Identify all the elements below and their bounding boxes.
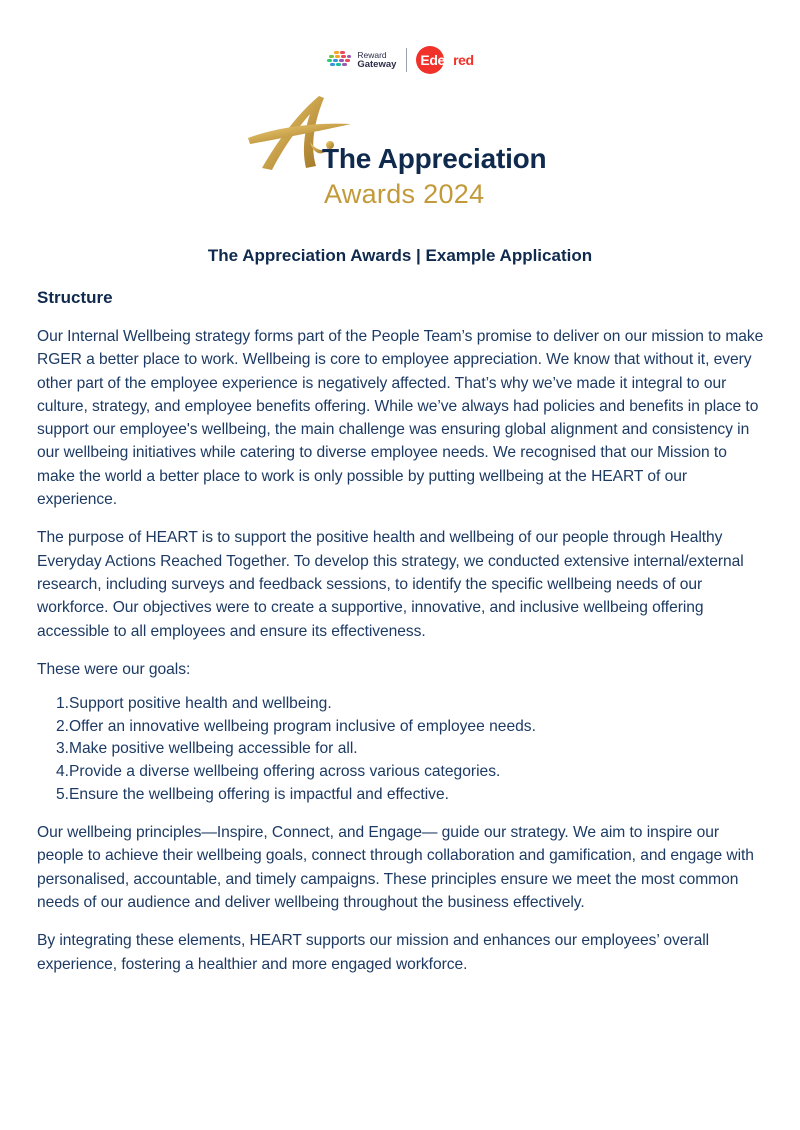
goals-list <box>37 693 765 806</box>
list-number: 1. <box>55 695 69 713</box>
edenred-wordmark-part1: Eden <box>420 52 454 68</box>
partner-logos <box>0 46 800 74</box>
paragraph-principles: Our wellbeing principles—Inspire, Connect, and Engage— guide our strategy. We aim to inspire our people to achieve their wellbeing goals, connect through collaboration and gamification, and engage with personalised, accountable, and timely campaigns. These principles ensure we meet the most common needs of our audience and deliver wellbeing throughout the business effectively. <box>37 824 754 912</box>
appreciation-awards-logo <box>244 92 564 212</box>
list-number: 5. <box>55 785 69 803</box>
award-subtitle: Awards 2024 <box>324 179 485 209</box>
list-text: Ensure the wellbeing offering is impactful and effective. <box>69 785 449 803</box>
paragraph-intro: Our Internal Wellbeing strategy forms part of the People Team’s promise to deliver on our mission to make RGER a better place to work. Wellbeing is core to employee appreciation. We know that without it, every other part of the employee experience is negatively affected. That’s why we’ve made it integral to our culture, strategy, and employee benefits offering. While we’ve always had policies and benefits in place to support our employee's wellbeing, the main challenge was ensuring global alignment and consistency in our wellbeing initiatives while catering to diverse employee needs. We recognised that our Mission to make the world a better place to work is only possible by putting wellbeing at the HEART of our experience. <box>37 328 764 509</box>
list-text: Support positive health and wellbeing. <box>69 695 332 713</box>
award-title: The Appreciation <box>322 143 547 174</box>
list-item <box>37 784 765 807</box>
list-text: Provide a diverse wellbeing offering across various categories. <box>69 762 501 780</box>
list-item <box>37 738 765 761</box>
section-heading: Structure <box>37 288 113 307</box>
reward-gateway-line1: Reward <box>357 50 387 60</box>
paragraph-goals-intro: These were our goals: <box>37 660 191 678</box>
edenred-wordmark-part2: red <box>453 52 474 68</box>
paragraph-conclusion: By integrating these elements, HEART supports our mission and enhances our employees’ overall experience, fostering a healthier and more engaged workforce. <box>37 932 710 973</box>
reward-gateway-wordmark <box>357 51 396 69</box>
document-content <box>37 286 765 991</box>
list-number: 3. <box>55 740 69 758</box>
document-title: The Appreciation Awards | Example Application <box>207 246 593 265</box>
edenred-wordmark <box>418 52 473 68</box>
logo-divider <box>406 48 407 72</box>
list-text: Offer an innovative wellbeing program inclusive of employee needs. <box>69 717 536 735</box>
list-text: Make positive wellbeing accessible for all. <box>69 740 358 758</box>
list-item <box>37 693 765 716</box>
list-item <box>37 716 765 739</box>
list-item <box>37 761 765 784</box>
list-number: 2. <box>55 717 69 735</box>
reward-gateway-line2: Gateway <box>357 59 397 70</box>
reward-gateway-dots-icon <box>326 50 352 70</box>
reward-gateway-logo <box>326 50 396 70</box>
list-number: 4. <box>55 762 69 780</box>
edenred-logo <box>418 46 473 74</box>
paragraph-purpose: The purpose of HEART is to support the positive health and wellbeing of our people through Healthy Everyday Actions Reached Together. To develop this strategy, we conducted extensive internal/external research, including surveys and feedback sessions, to identify the specific wellbeing needs of our workforce. Our objectives were to create a supportive, innovative, and inclusive wellbeing offering accessible to all employees and ensure its effectiveness. <box>37 529 744 640</box>
